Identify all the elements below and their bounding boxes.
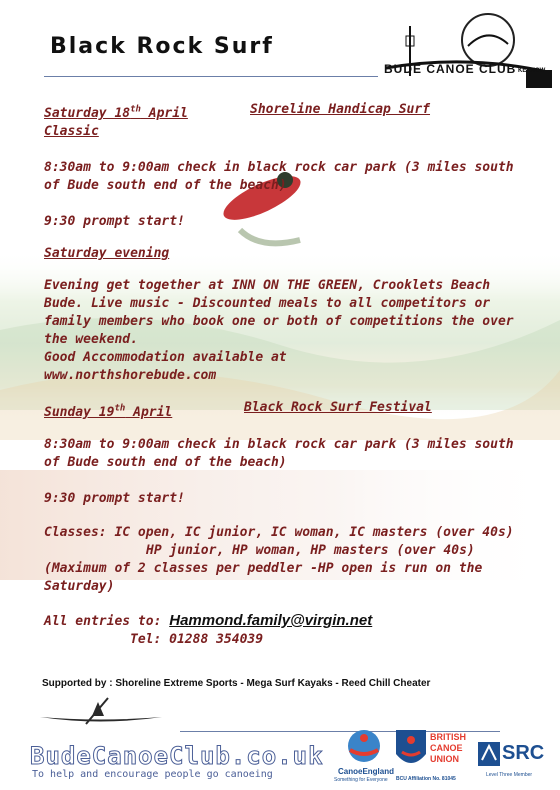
saturday-checkin: 8:30am to 9:00am check in black rock car park (3 miles south of Bude south end of the beach) [44, 160, 514, 194]
saturday-evening-text: Evening get together at INN ON THE GREEN, Crooklets Beach Bude. Live music - Discounted meals to all competitors or family members who book one or both of competitions the over the weekend. [44, 278, 514, 348]
page-title: Black Rock Surf [50, 34, 274, 59]
club-logo-sub: KERNOW [518, 68, 546, 74]
classes-line-2: HP junior, HP woman, HP masters (over 40s) [146, 542, 475, 558]
club-logo-text: BUDE CANOE CLUB [384, 62, 517, 76]
sponsors-line: Supported by : Shoreline Extreme Sports - Mega Surf Kayaks - Reed Chill Cheater [42, 678, 431, 689]
bcu-shield-icon [394, 728, 428, 772]
canoe-england-text: CanoeEngland [338, 767, 395, 776]
sunday-event: Black Rock Surf Festival [244, 400, 432, 416]
bcu-line-2: CANOE [430, 743, 463, 753]
accommodation-text: Good Accommodation available at [44, 350, 287, 366]
bude-canoe-club-logo [378, 6, 554, 96]
canoe-england-logo [334, 728, 394, 786]
saturday-evening-heading: Saturday evening [44, 246, 170, 262]
src-text: SRC [502, 742, 545, 764]
bcu-affiliation: BCU Affiliation No. 81045 [396, 776, 456, 782]
british-canoe-union-logo [394, 728, 472, 786]
tagline: To help and encourage people go canoeing [32, 769, 273, 780]
sunday-start: 9:30 prompt start! [44, 490, 185, 506]
saturday-event: Shoreline Handicap Surf [250, 102, 431, 117]
canoe-england-icon [344, 728, 384, 766]
src-icon [478, 742, 500, 766]
telephone: Tel: 01288 354039 [130, 631, 264, 647]
src-logo [476, 728, 552, 786]
website-logo[interactable]: BudeCanoeClub.co.uk [30, 742, 324, 770]
saturday-event-cont: Classic [44, 124, 99, 140]
sunday-date: Sunday 19th April [44, 403, 173, 420]
event-details [44, 101, 534, 649]
classes-line-1: Classes: IC open, IC junior, IC woman, IC masters (over 40s) [44, 524, 514, 540]
saturday-date: Saturday 18th April [44, 105, 188, 122]
bcu-line-3: UNION [430, 754, 459, 764]
canoe-england-sub: Something for Everyone [334, 777, 388, 783]
entries-label: All entries to: [44, 613, 162, 629]
email-link[interactable]: Hammond.family@virgin.net [169, 611, 373, 629]
header-rule [44, 76, 378, 77]
accommodation-link[interactable]: www.northshorebude.com [44, 368, 217, 384]
classes-line-3: (Maximum of 2 classes per peddler -HP open is run on the Saturday) [44, 560, 483, 594]
sunday-checkin: 8:30am to 9:00am check in black rock car park (3 miles south of Bude south end of the beach) [44, 436, 514, 470]
saturday-start: 9:30 prompt start! [44, 214, 185, 230]
bcu-line-1: BRITISH [430, 732, 466, 742]
kayak-logo-icon [378, 6, 554, 96]
src-sub: Level Three Member [486, 772, 533, 778]
